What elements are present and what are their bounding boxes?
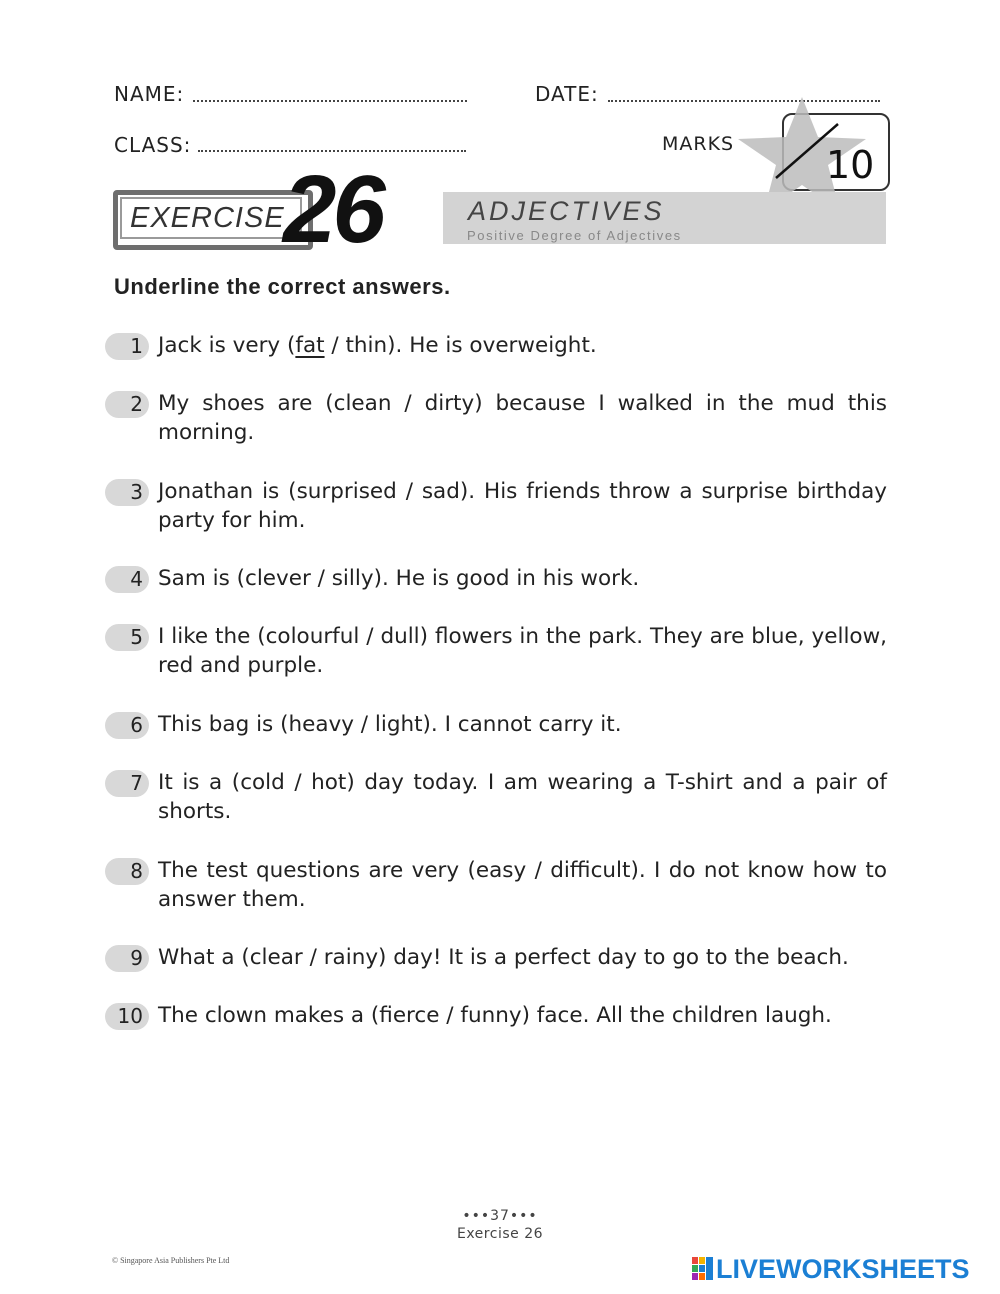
question-stem-start: My shoes are ( (158, 391, 334, 416)
question-stem-end: ) flowers in the park. They are blue, yellow, red and purple. (158, 624, 887, 678)
name-label: NAME: (114, 82, 185, 106)
option-separator: / (353, 712, 375, 737)
answer-option-2[interactable]: dirty (424, 391, 475, 416)
liveworksheets-logo[interactable] (692, 1254, 992, 1284)
question-stem-end: ) face. All the children laugh. (521, 1003, 832, 1028)
answer-option-1[interactable]: clear (249, 945, 303, 970)
answer-option-2[interactable]: dull (380, 624, 420, 649)
answer-option-2[interactable]: funny (460, 1003, 522, 1028)
question-number: 10 (105, 1003, 149, 1030)
question-text (158, 856, 887, 914)
name-field[interactable] (193, 100, 467, 102)
class-label: CLASS: (114, 133, 192, 157)
question-stem-end: ). His friends throw a surprise birthday party for him. (158, 479, 887, 533)
answer-option-1[interactable]: fat (295, 333, 325, 358)
option-separator: / (391, 391, 425, 416)
answer-option-1[interactable]: surprised (296, 479, 397, 504)
answer-option-2[interactable]: rainy (323, 945, 379, 970)
answer-option-1[interactable]: heavy (288, 712, 354, 737)
class-field[interactable] (198, 150, 466, 152)
question-number: 1 (105, 333, 149, 360)
question-stem-start: It is a ( (158, 770, 241, 795)
question-stem-start: I like the ( (158, 624, 266, 649)
option-separator: / (439, 1003, 461, 1028)
question-stem-end: ). He is good in his work. (373, 566, 640, 591)
answer-option-1[interactable]: clean (333, 391, 392, 416)
page-footer-label: Exercise 26 (456, 1226, 544, 1242)
question-number: 9 (105, 945, 149, 972)
option-separator: / (284, 770, 312, 795)
option-separator: / (526, 858, 551, 883)
option-separator: / (359, 624, 381, 649)
question-number: 6 (105, 712, 149, 739)
topic-title: ADJECTIVES (468, 196, 665, 226)
question-text (158, 564, 887, 593)
question-stem-start: Sam is ( (158, 566, 245, 591)
copyright: © Singapore Asia Publishers Pte Ltd (112, 1256, 230, 1265)
question-stem-end: ) day! It is a perfect day to go to the beach. (378, 945, 849, 970)
question-number: 7 (105, 770, 149, 797)
question-text (158, 768, 887, 826)
option-separator: / (396, 479, 422, 504)
option-separator: / (324, 333, 346, 358)
question-stem-end: ). I do not know how to answer them. (158, 858, 887, 912)
question-text (158, 389, 887, 447)
answer-option-1[interactable]: clever (245, 566, 311, 591)
liveworksheets-brand: LIVEWORKSHEETS (716, 1254, 970, 1284)
exercise-number: 26 (283, 156, 382, 263)
question-text (158, 331, 887, 360)
question-number: 5 (105, 624, 149, 651)
question-stem-start: What a ( (158, 945, 250, 970)
question-stem-start: Jack is very ( (158, 333, 296, 358)
question-text (158, 1001, 887, 1030)
question-stem-start: This bag is ( (158, 712, 289, 737)
marks-total: 10 (826, 143, 875, 187)
question-stem-end: ) day today. I am wearing a T-shirt and a pair of shorts. (158, 770, 887, 824)
question-stem-start: The test questions are very ( (158, 858, 476, 883)
answer-option-2[interactable]: sad (421, 479, 460, 504)
answer-option-2[interactable]: difficult (550, 858, 631, 883)
marks-label: MARKS (662, 133, 735, 155)
instruction: Underline the correct answers. (114, 274, 451, 299)
answer-option-1[interactable]: easy (475, 858, 527, 883)
question-number: 3 (105, 479, 149, 506)
answer-option-2[interactable]: thin (345, 333, 388, 358)
topic-subtitle: Positive Degree of Adjectives (467, 228, 682, 243)
question-text (158, 943, 887, 972)
question-stem-start: The clown makes a ( (158, 1003, 380, 1028)
question-stem-end: ). He is overweight. (387, 333, 597, 358)
exercise-label: EXERCISE (130, 202, 285, 234)
question-number: 4 (105, 566, 149, 593)
question-number: 8 (105, 858, 149, 885)
liveworksheets-icon (692, 1257, 714, 1281)
answer-option-1[interactable]: colourful (265, 624, 360, 649)
question-stem-start: Jonathan is ( (158, 479, 297, 504)
page-number: •••37••• (462, 1208, 538, 1224)
question-text (158, 710, 887, 739)
date-label: DATE: (535, 82, 599, 106)
answer-option-2[interactable]: silly (331, 566, 374, 591)
question-text (158, 477, 887, 535)
answer-option-2[interactable]: hot (311, 770, 347, 795)
option-separator: / (302, 945, 324, 970)
answer-option-1[interactable]: cold (240, 770, 285, 795)
question-number: 2 (105, 391, 149, 418)
question-text (158, 622, 887, 680)
question-stem-end: ) because I walked in the mud this morning. (158, 391, 887, 445)
answer-option-2[interactable]: light (374, 712, 423, 737)
option-separator: / (310, 566, 332, 591)
answer-option-1[interactable]: fierce (379, 1003, 440, 1028)
question-stem-end: ). I cannot carry it. (422, 712, 622, 737)
